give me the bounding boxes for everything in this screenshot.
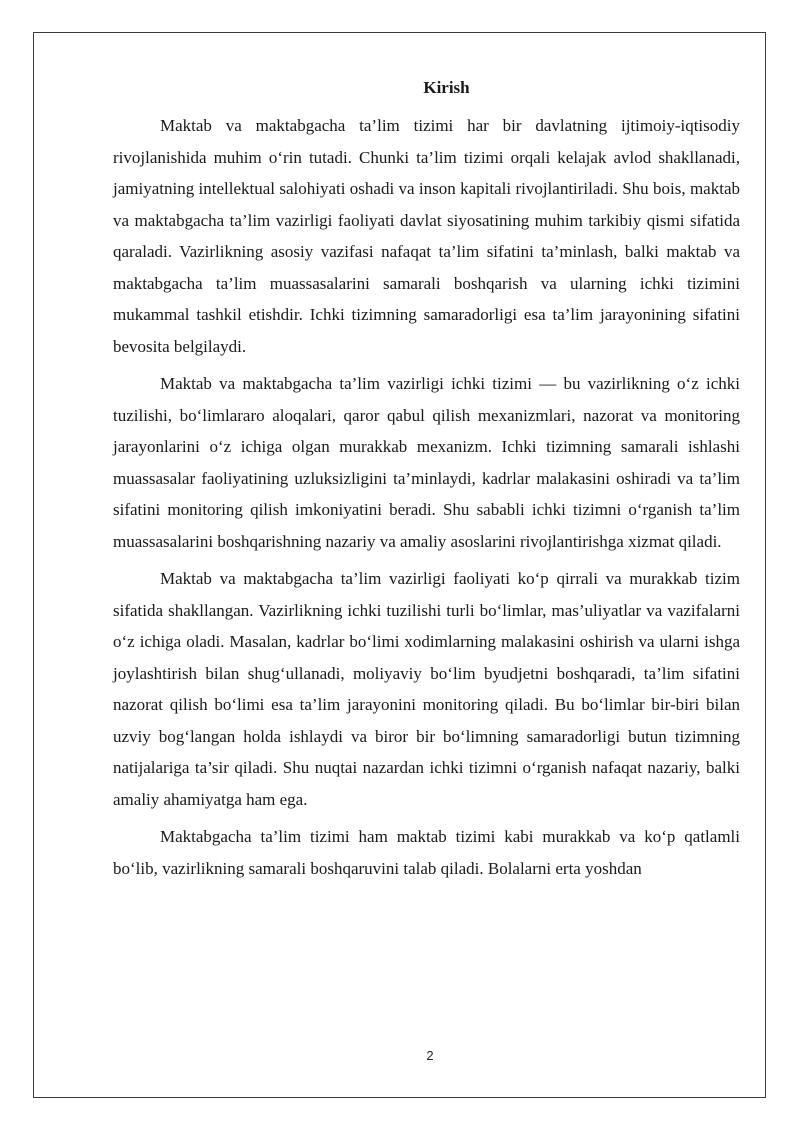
paragraph-4: Maktabgacha ta’lim tizimi ham maktab tizimi kabi murakkab va ko‘p qatlamli bo‘lib, vazirlikning samarali boshqaruvini talab qiladi. Bolalarni erta yoshdan <box>113 827 740 878</box>
page-number: 2 <box>426 1048 434 1063</box>
section-heading: Kirish <box>423 78 470 97</box>
paragraph-2: Maktab va maktabgacha ta’lim vazirligi ichki tizimi — bu vazirlikning o‘z ichki tuzilishi, bo‘limlararo aloqalari, qaror qabul qilish mexanizmlari, nazorat va monitoring jarayonlarini o‘z ichiga olgan murakkab mexanizm. Ichki tizimning samarali ishlashi muassasalar faoliyatining uzluksizligini ta’minlaydi, kadrlar malakasini oshiradi va ta’lim sifatini monitoring qilish imkoniyatini beradi. Shu sababli ichki tizimni o‘rganish ta’lim muassasalarini boshqarishning nazariy va amaliy asoslarini rivojlantirishga xizmat qiladi. <box>113 374 740 551</box>
paragraph-1: Maktab va maktabgacha ta’lim tizimi har bir davlatning ijtimoiy-iqtisodiy rivojlanishida muhim o‘rin tutadi. Chunki ta’lim tizimi orqali kelajak avlod shakllanadi, jamiyatning intellektual salohiyati oshadi va inson kapitali rivojlantiriladi. Shu bois, maktab va maktabgacha ta’lim vazirligi faoliyati davlat siyosatining muhim tarkibiy qismi sifatida qaraladi. Vazirlikning asosiy vazifasi nafaqat ta’lim sifatini ta’minlash, balki maktab va maktabgacha ta’lim muassasalarini samarali boshqarish va ularning ichki tizimini mukammal tashkil etishdir. Ichki tizimning samaradorligi esa ta’lim jarayonining sifatini bevosita belgilaydi. <box>113 116 740 356</box>
paragraph-3: Maktab va maktabgacha ta’lim vazirligi faoliyati ko‘p qirrali va murakkab tizim sifatida shakllangan. Vazirlikning ichki tuzilishi turli bo‘limlar, mas’uliyatlar va vazifalarni o‘z ichiga oladi. Masalan, kadrlar bo‘limi xodimlarning malakasini oshirish va ularni ishga joylashtirish bilan shug‘ullanadi, moliyaviy bo‘lim byudjetni boshqaradi, ta’lim sifatini nazorat qilish bo‘limi esa ta’lim jarayonini monitoring qiladi. Bu bo‘limlar bir-biri bilan uzviy bog‘langan holda ishlaydi va biror bir bo‘limning samaradorligi butun tizimning natijalariga ta’sir qiladi. Shu nuqtai nazardan ichki tizimni o‘rganish nafaqat nazariy, balki amaliy ahamiyatga ham ega. <box>113 569 740 809</box>
document-body <box>113 76 740 890</box>
